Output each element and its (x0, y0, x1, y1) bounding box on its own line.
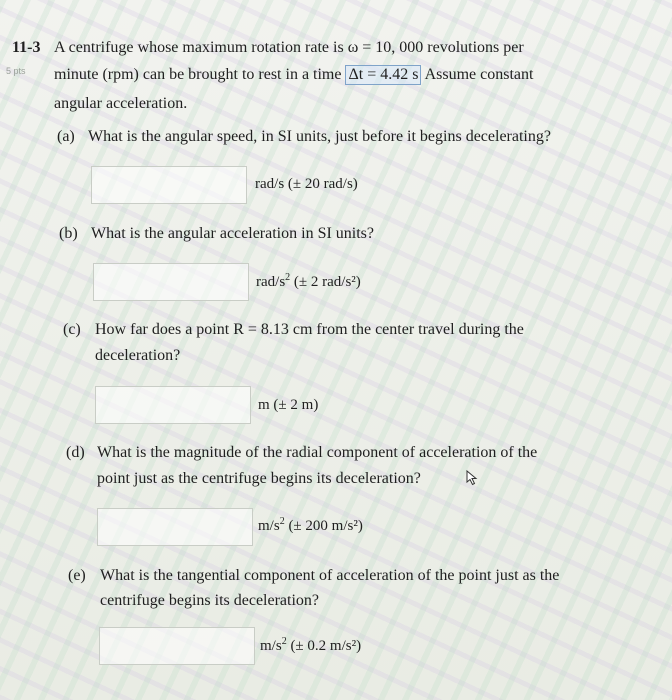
part-e-unit-exponent: 2 (281, 636, 287, 647)
mouse-pointer-icon (466, 470, 480, 486)
problem-line-2-start: minute (rpm) can be brought to rest in a time (54, 66, 342, 83)
problem-line-2-end: Assume constant (424, 66, 534, 83)
part-d-tolerance: (± 200 m/s²) (288, 518, 363, 534)
problem-line-1: A centrifuge whose maximum rotation rate is ω = 10, 000 revolutions per (54, 39, 524, 56)
part-a-question: What is the angular speed, in SI units, just before it begins decelerating? (88, 128, 551, 145)
part-b-unit (256, 274, 361, 291)
part-c-question-line-1: How far does a point R = 8.13 cm from the center travel during the (95, 321, 524, 338)
part-d-answer-input[interactable] (97, 508, 253, 546)
part-e-question-line-1: What is the tangential component of acceleration of the point just as the (100, 567, 560, 584)
part-c-label: (c) (63, 321, 81, 338)
time-highlight[interactable]: Δt = 4.42 s (345, 65, 421, 85)
part-e-label: (e) (68, 567, 86, 584)
part-a-answer-input[interactable] (91, 166, 247, 204)
points-label: 5 pts (6, 66, 26, 76)
part-c-unit (258, 397, 318, 414)
part-b-tolerance: (± 2 rad/s²) (293, 274, 361, 290)
part-e-question-line-2: centrifuge begins its deceleration? (100, 592, 320, 609)
problem-line-2 (54, 65, 533, 85)
part-e-tolerance: (± 0.2 m/s²) (290, 638, 362, 654)
part-d-question-line-2: point just as the centrifuge begins its deceleration? (97, 470, 421, 487)
part-b-unit-text: rad/s (256, 274, 286, 290)
part-c-question-line-2: deceleration? (95, 347, 181, 364)
part-a-unit-text: rad/s (255, 176, 285, 192)
part-b-question: What is the angular acceleration in SI units? (91, 225, 375, 242)
part-e-answer-input[interactable] (99, 627, 255, 665)
part-b-label: (b) (59, 225, 78, 242)
part-b-unit-exponent: 2 (285, 272, 291, 283)
part-d-label: (d) (66, 444, 85, 461)
part-d-question-line-1: What is the magnitude of the radial component of acceleration of the (97, 444, 538, 461)
part-a-unit (255, 176, 358, 193)
part-a-tolerance: (± 20 rad/s) (287, 176, 358, 192)
part-e-unit-text: m/s (260, 638, 282, 654)
part-d-unit (258, 518, 363, 535)
problem-number: 11-3 (12, 39, 41, 56)
part-d-unit-text: m/s (258, 518, 280, 534)
part-d-unit-exponent: 2 (279, 516, 285, 527)
problem-line-3: angular acceleration. (54, 95, 188, 112)
part-a-label: (a) (57, 128, 75, 145)
part-c-unit-text: m (258, 397, 270, 413)
part-b-answer-input[interactable] (93, 263, 249, 301)
part-c-answer-input[interactable] (95, 386, 251, 424)
part-c-tolerance: (± 2 m) (273, 397, 319, 413)
part-e-unit (260, 638, 361, 655)
